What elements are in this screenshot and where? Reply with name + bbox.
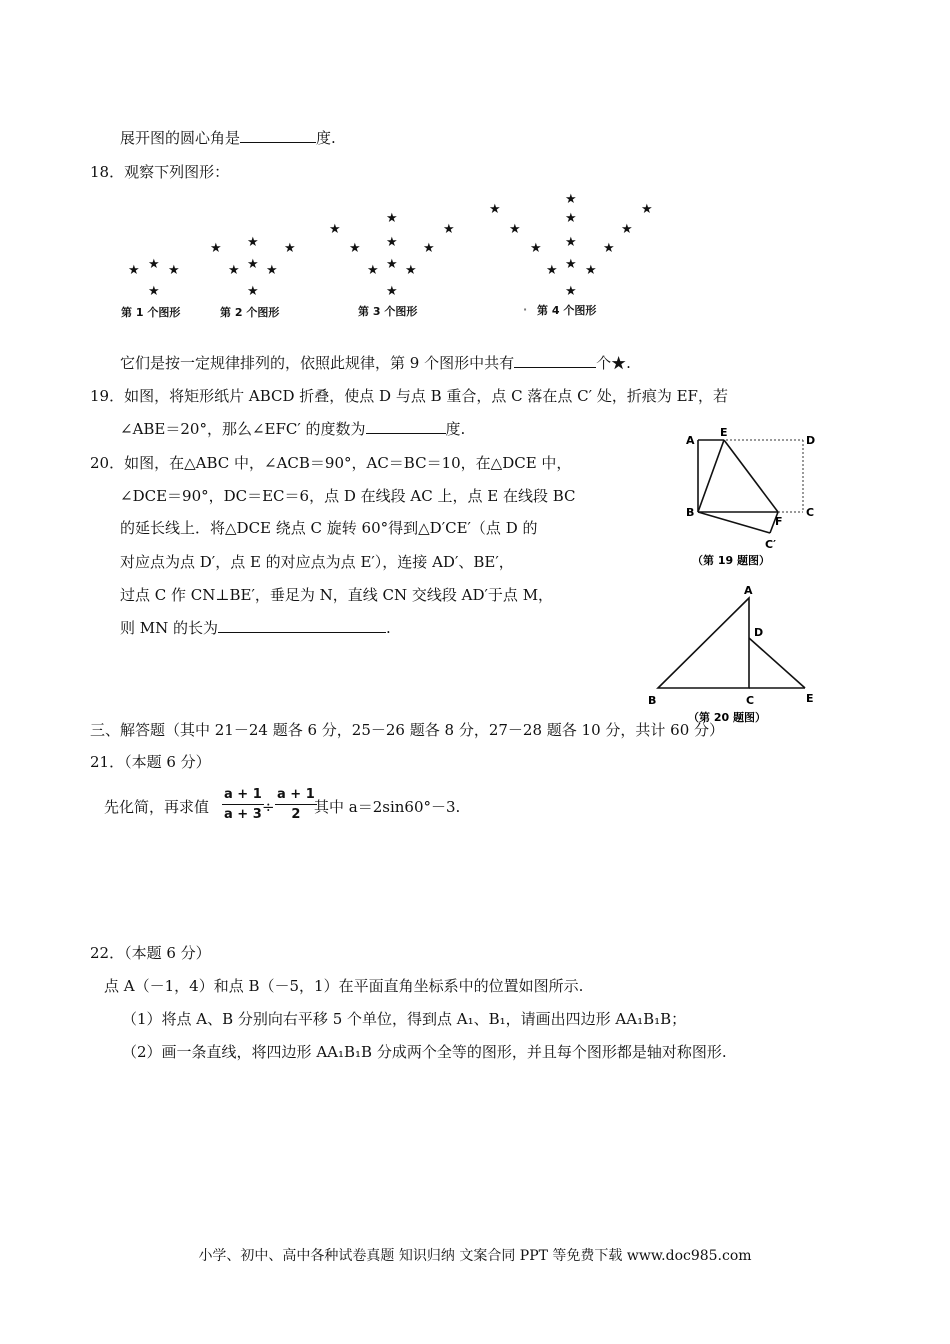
q18-caption-3: 第 3 个图形 [358, 305, 418, 318]
q19-label-d: D [806, 434, 816, 447]
q20-line1: 20．如图，在△ABC 中，∠ACB＝90°，AC＝BC＝10，在△DCE 中， [90, 454, 572, 472]
q18-answer-blank[interactable] [514, 353, 596, 368]
q20-triangle-abc [658, 598, 749, 688]
star-icon: ★ [621, 222, 633, 237]
q22-line1: 点 A（－1，4）和点 B（－5，1）在平面直角坐标系中的位置如图所示. [104, 977, 584, 995]
q19-figure [680, 428, 830, 573]
q18-caption-4: 第 4 个图形 [537, 304, 597, 317]
q19-label-f: F [775, 515, 783, 528]
q20-label-d: D [754, 626, 764, 639]
q19-label-b: B [686, 506, 695, 519]
star-icon: ★ [367, 263, 379, 278]
q19-line1: 19．如图，将矩形纸片 ABCD 折叠，使点 D 与点 B 重合，点 C 落在点 C′ 处，折痕为 EF，若 [90, 387, 728, 405]
q18-question [120, 353, 631, 373]
star-icon: ★ [509, 222, 521, 237]
q21-divide: ÷ [262, 798, 275, 816]
q20-suffix: . [386, 619, 391, 637]
star-icon: ★ [489, 202, 501, 217]
star-icon: ★ [386, 284, 398, 299]
q20-line6 [120, 618, 391, 638]
q21-frac2-numerator: a + 1 [275, 787, 317, 805]
q17-line [120, 128, 336, 148]
q21-frac2-denominator: 2 [291, 807, 301, 822]
q21-frac1-numerator: a + 1 [222, 787, 264, 805]
q19-fold-ef [724, 440, 778, 512]
star-icon: ★ [423, 241, 435, 256]
star-icon: ★ [405, 263, 417, 278]
star-icon: ★ [530, 241, 542, 256]
q20-label-a: A [744, 584, 753, 597]
star-icon: ★ [349, 241, 361, 256]
q20-text: 则 MN 的长为 [120, 619, 219, 637]
q21-prefix: 先化简，再求值 [104, 798, 210, 816]
star-icon: ★ [565, 235, 577, 250]
q20-label-c: C [746, 694, 755, 707]
q21-suffix: 其中 a＝2sin60°－3. [314, 798, 461, 816]
q19-label-c: C [806, 506, 815, 519]
q18-suffix: 个★. [596, 354, 631, 372]
star-icon: ★ [386, 235, 398, 250]
q20-label-e: E [806, 692, 814, 705]
star-icon: ★ [168, 263, 180, 278]
star-icon: ★ [247, 235, 259, 250]
star-icon: ★ [247, 284, 259, 299]
section3-title: 三、解答题（其中 21－24 题各 6 分，25－26 题各 8 分，27－28 题各 10 分，共计 60 分） [90, 721, 725, 739]
star-icon: ★ [603, 241, 615, 256]
star-icon: ★ [148, 284, 160, 299]
q20-line3: 的延长线上．将△DCE 绕点 C 旋转 60°得到△D′CE′（点 D 的 [120, 519, 538, 537]
q20-answer-blank[interactable] [218, 618, 386, 633]
star-icon: ★ [210, 241, 222, 256]
q18-caption-dot: · [523, 303, 528, 316]
q20-figure [640, 582, 825, 727]
q19-label-cprime: C′ [765, 538, 776, 551]
q19-line-bcp [698, 512, 770, 533]
star-icon: ★ [585, 263, 597, 278]
q21-frac1-denominator: a + 3 [224, 807, 262, 822]
star-icon: ★ [565, 192, 577, 207]
q22-title: 22．（本题 6 分） [90, 944, 211, 962]
q21-title: 21．（本题 6 分） [90, 753, 211, 771]
q19-suffix: 度. [445, 420, 466, 438]
star-icon: ★ [565, 284, 577, 299]
q18-caption-2: 第 2 个图形 [220, 306, 280, 319]
q18-title: 18．观察下列图形： [90, 163, 230, 181]
star-icon: ★ [148, 257, 160, 272]
q22-line2: （1）将点 A、B 分别向右平移 5 个单位，得到点 A₁、B₁，请画出四边形 AA₁B₁B； [122, 1010, 687, 1028]
q19-figure-caption: （第 19 题图） [692, 554, 770, 567]
q17-answer-blank[interactable] [240, 128, 316, 143]
star-icon: ★ [228, 263, 240, 278]
star-icon: ★ [386, 257, 398, 272]
q18-caption-1: 第 1 个图形 [121, 306, 181, 319]
q19-line2 [120, 419, 465, 439]
star-icon: ★ [565, 257, 577, 272]
q19-answer-blank[interactable] [366, 419, 446, 434]
q21-fraction-1 [222, 787, 264, 822]
star-icon: ★ [247, 257, 259, 272]
star-icon: ★ [284, 241, 296, 256]
q20-line2: ∠DCE＝90°，DC＝EC＝6，点 D 在线段 AC 上，点 E 在线段 BC [120, 487, 576, 505]
star-icon: ★ [641, 202, 653, 217]
page-footer: 小学、初中、高中各种试卷真题 知识归纳 文案合同 PPT 等免费下载 www.doc985.com [198, 1248, 752, 1264]
q19-label-a: A [686, 434, 695, 447]
q19-line-be [698, 440, 724, 512]
q20-label-b: B [648, 694, 657, 707]
star-icon: ★ [266, 263, 278, 278]
q17-text: 展开图的圆心角是 [120, 129, 241, 147]
q19-text: ∠ABE＝20°，那么∠EFC′ 的度数为 [120, 420, 366, 438]
q19-label-e: E [720, 428, 728, 439]
q18-text: 它们是按一定规律排列的，依照此规律，第 9 个图形中共有 [120, 354, 515, 372]
star-icon: ★ [329, 222, 341, 237]
q20-line4: 对应点为点 D′，点 E 的对应点为点 E′），连接 AD′、BE′， [120, 553, 514, 571]
star-icon: ★ [565, 211, 577, 226]
q21-fraction-2 [275, 787, 317, 822]
star-icon: ★ [546, 263, 558, 278]
star-icon: ★ [128, 263, 140, 278]
q20-figure-caption: （第 20 题图） [688, 711, 766, 724]
q17-suffix: 度. [316, 129, 336, 147]
q20-line5: 过点 C 作 CN⊥BE′，垂足为 N，直线 CN 交线段 AD′于点 M， [120, 586, 554, 604]
star-icon: ★ [386, 211, 398, 226]
q20-line-de [749, 638, 805, 688]
q22-line3: （2）画一条直线，将四边形 AA₁B₁B 分成两个全等的图形，并且每个图形都是轴对称图形. [122, 1043, 727, 1061]
star-icon: ★ [443, 222, 455, 237]
